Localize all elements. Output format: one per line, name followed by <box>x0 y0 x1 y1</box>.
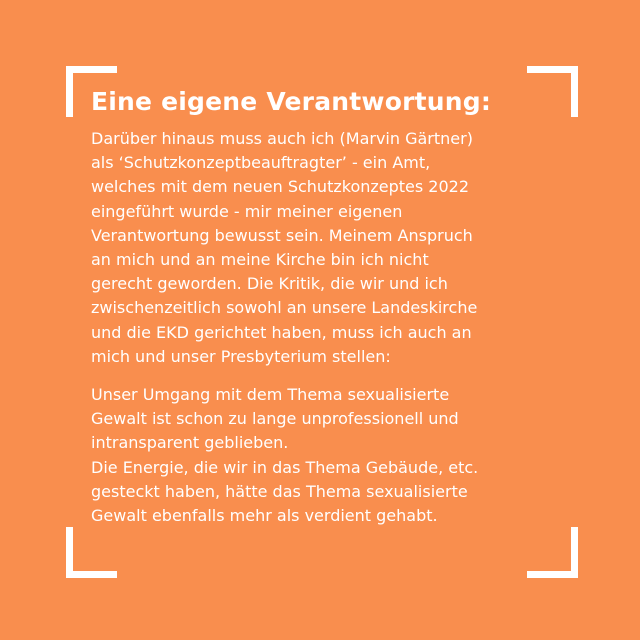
text-line: Gewalt ist schon zu lange unprofessionell und <box>91 409 459 429</box>
text-line: gerecht geworden. Die Kritik, die wir und ich <box>91 274 448 294</box>
text-line: als ‘Schutzkonzeptbeauftragter’ - ein Amt, <box>91 153 431 173</box>
page-title: Eine eigene Verantwortung: <box>91 87 492 116</box>
text-line: welches mit dem neuen Schutzkonzeptes 2022 <box>91 177 470 197</box>
text-block <box>91 86 551 528</box>
text-line: Darüber hinaus muss auch ich (Marvin Gärtner) <box>91 129 473 148</box>
text-line: an mich und an meine Kirche bin ich nicht <box>91 250 429 270</box>
text-line: Unser Umgang mit dem Thema sexualisierte <box>91 385 450 405</box>
paragraph-responsibility <box>91 127 551 369</box>
text-line: Gewalt ebenfalls mehr als verdient gehabt. <box>91 506 438 526</box>
text-line: zwischenzeitlich sowohl an unsere Landeskirche <box>91 298 478 318</box>
text-line: Verantwortung bewusst sein. Meinem Anspruch <box>91 225 473 245</box>
text-line: Die Energie, die wir in das Thema Gebäude, etc. <box>91 457 479 477</box>
text-line: und die EKD gerichtet haben, muss ich auch an <box>91 322 472 342</box>
text-line: gesteckt haben, hätte das Thema sexualisierte <box>91 481 468 501</box>
corner-bracket-bottom-left <box>66 527 117 578</box>
text-line: mich und unser Presbyterium stellen: <box>91 346 391 366</box>
paragraph-handling <box>91 383 551 528</box>
corner-bracket-bottom-right <box>527 527 578 578</box>
text-line: intransparent geblieben. <box>91 433 289 453</box>
text-line: eingeführt wurde - mir meiner eigenen <box>91 201 403 221</box>
